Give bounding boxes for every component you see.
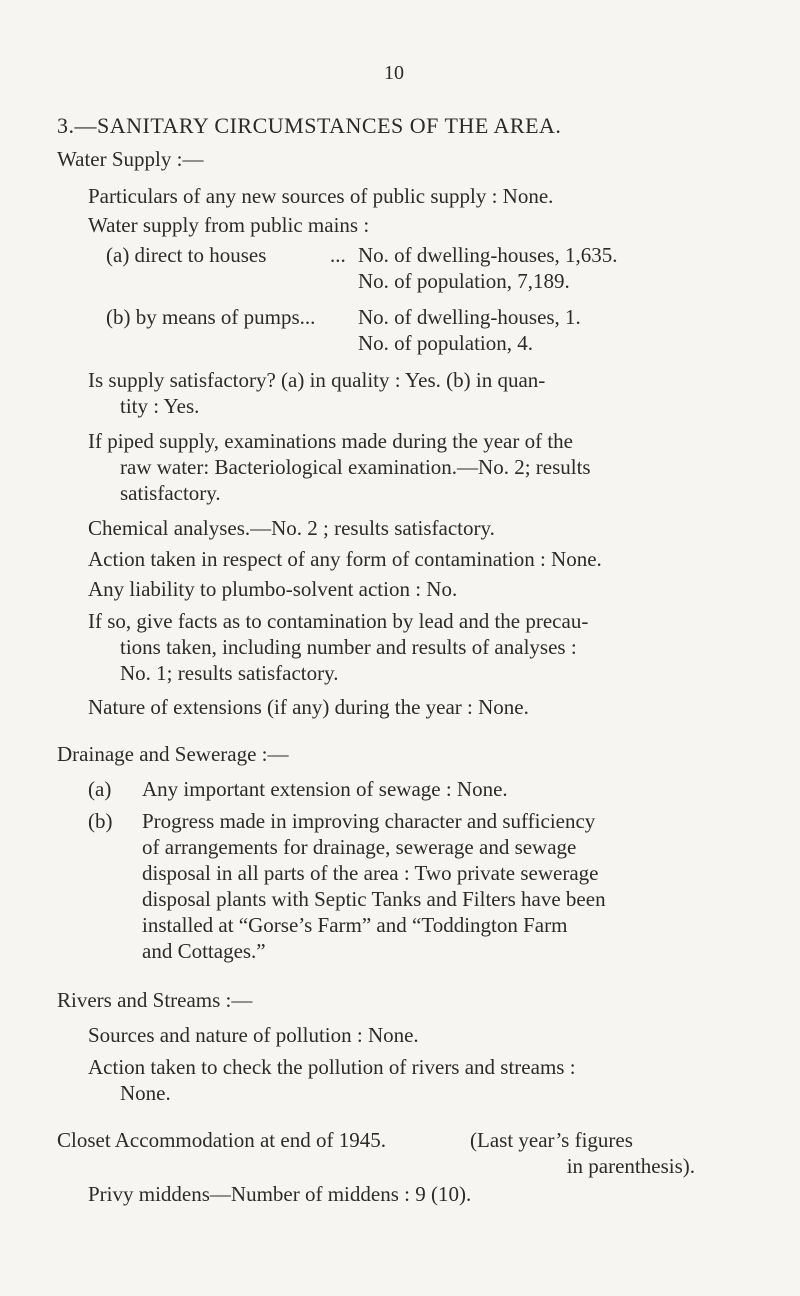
chemical-analyses-text: Chemical analyses.—No. 2 ; results satisfactory. bbox=[88, 516, 495, 540]
closet-heading: Closet Accommodation at end of 1945. bbox=[57, 1128, 386, 1152]
closet-note-line-2: in parenthesis). bbox=[566, 1154, 695, 1178]
plumbo-solvent-text: Any liability to plumbo-solvent action : No. bbox=[88, 577, 458, 601]
supply-a-dots: ... bbox=[330, 243, 346, 267]
drainage-a-label: (a) bbox=[88, 777, 112, 801]
pollution-sources-text: Sources and nature of pollution : None. bbox=[88, 1023, 419, 1047]
supply-b-houses: No. of dwelling-houses, 1. bbox=[358, 305, 581, 329]
supply-a-label: (a) direct to houses bbox=[106, 243, 267, 267]
satisfactory-line-1: Is supply satisfactory? (a) in quality : Yes. (b) in quan- bbox=[88, 368, 546, 392]
drainage-b-line-3: disposal in all parts of the area : Two private sewerage bbox=[142, 861, 599, 885]
lead-line-1: If so, give facts as to contamination by lead and the precau- bbox=[88, 609, 589, 633]
drainage-a-text: Any important extension of sewage : None. bbox=[142, 777, 508, 801]
drainage-b-line-4: disposal plants with Septic Tanks and Filters have been bbox=[142, 887, 606, 911]
supply-b-population: No. of population, 4. bbox=[358, 331, 533, 355]
supply-a-houses: No. of dwelling-houses, 1,635. bbox=[358, 243, 618, 267]
section-title: 3.—SANITARY CIRCUMSTANCES OF THE AREA. bbox=[57, 113, 562, 138]
closet-note-line-1: (Last year’s figures bbox=[470, 1128, 633, 1152]
privy-middens-text: Privy middens—Number of middens : 9 (10). bbox=[88, 1182, 472, 1206]
contamination-action-text: Action taken in respect of any form of contamination : None. bbox=[88, 547, 602, 571]
drainage-b-label: (b) bbox=[88, 809, 113, 833]
piped-line-2: raw water: Bacteriological examination.—No. 2; results bbox=[120, 455, 591, 479]
supply-a-population: No. of population, 7,189. bbox=[358, 269, 570, 293]
pollution-action-line-2: None. bbox=[120, 1081, 171, 1105]
drainage-heading: Drainage and Sewerage :— bbox=[57, 742, 289, 766]
supply-b-label: (b) by means of pumps... bbox=[106, 305, 316, 329]
rivers-heading: Rivers and Streams :— bbox=[57, 988, 253, 1012]
drainage-b-line-2: of arrangements for drainage, sewerage and sewage bbox=[142, 835, 577, 859]
drainage-b-line-5: installed at “Gorse’s Farm” and “Toddington Farm bbox=[142, 913, 568, 937]
extensions-text: Nature of extensions (if any) during the year : None. bbox=[88, 695, 529, 719]
satisfactory-line-2: tity : Yes. bbox=[120, 394, 200, 418]
lead-line-2: tions taken, including number and results of analyses : bbox=[120, 635, 577, 659]
piped-line-1: If piped supply, examinations made during the year of the bbox=[88, 429, 573, 453]
page-number: 10 bbox=[384, 62, 404, 84]
lead-line-3: No. 1; results satisfactory. bbox=[120, 661, 339, 685]
drainage-b-line-1: Progress made in improving character and sufficiency bbox=[142, 809, 596, 833]
drainage-b-line-6: and Cottages.” bbox=[142, 939, 266, 963]
mains-intro-text: Water supply from public mains : bbox=[88, 213, 370, 237]
piped-line-3: satisfactory. bbox=[120, 481, 221, 505]
new-sources-text: Particulars of any new sources of public supply : None. bbox=[88, 184, 554, 208]
water-supply-heading: Water Supply :— bbox=[57, 147, 204, 171]
pollution-action-line-1: Action taken to check the pollution of rivers and streams : bbox=[88, 1055, 576, 1079]
